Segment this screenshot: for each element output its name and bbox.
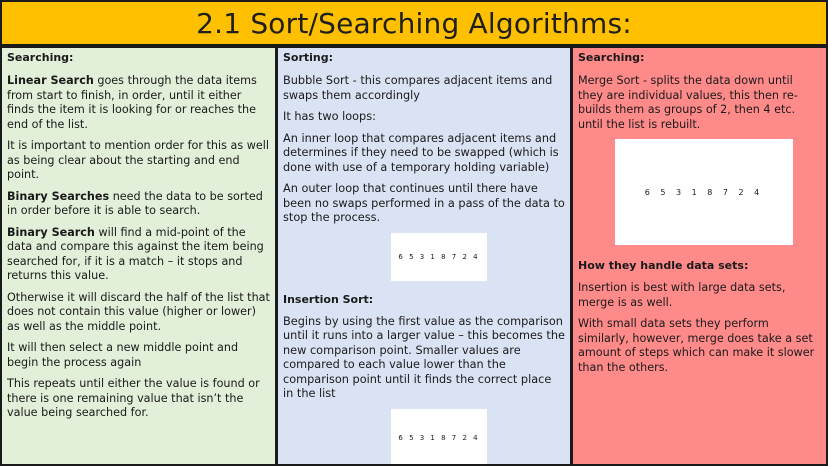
two-loops-paragraph: It has two loops: [283, 110, 376, 123]
binary-search-term: Binary Search [7, 225, 95, 239]
large-datasets-paragraph: Insertion is best with large data sets, merge is as well. [578, 281, 786, 309]
linear-search-paragraph [7, 74, 270, 132]
slide-title: 2.1 Sort/Searching Algorithms: [196, 6, 632, 40]
linear-search-term: Linear Search [7, 74, 94, 87]
small-datasets-paragraph: With small data sets they perform similarly, however, merge does take a set amount of steps which can make it slower than the others. [578, 317, 815, 374]
binary-search-text: will find a mid-point of the data and compare this against the item being searched for, if it is a match – it stops and returns this value. [7, 225, 264, 282]
merge-heading: Searching: [578, 51, 645, 64]
merge-sort-animation: 6 5 3 1 8 7 2 4 [615, 139, 793, 245]
searching-heading: Searching: [7, 51, 74, 64]
binary-search-paragraph [7, 226, 270, 284]
merge-panel [571, 46, 828, 466]
datasets-heading: How they handle data sets: [578, 259, 749, 272]
sorting-panel [276, 46, 572, 466]
merge-sort-paragraph: Merge Sort - splits the data down until they are individual values, this then re-builds them as groups of 2, then 4 etc. until the list is rebuilt. [578, 74, 798, 131]
outer-loop-paragraph: An outer loop that continues until there have been no swaps performed in a pass of the data to stop the process. [283, 182, 565, 224]
binary-requirement-paragraph [7, 190, 270, 219]
bubble-sort-animation: 6 5 3 1 8 7 2 4 [391, 233, 487, 281]
bubble-sort-paragraph: Bubble Sort - this compares adjacent items and swaps them accordingly [283, 74, 553, 102]
insertion-sort-animation: 6 5 3 1 8 7 2 4 [391, 409, 487, 466]
discard-paragraph: Otherwise it will discard the half of the list that does not contain this value (higher or lower) as well as the middle point. [7, 290, 270, 333]
new-middle-paragraph: It will then select a new middle point and begin the process again [7, 341, 239, 369]
order-note: It is important to mention order for this as well as being clear about the starting and end point. [7, 139, 269, 181]
sorting-heading: Sorting: [283, 51, 334, 64]
binary-requirement-text: need the data to be sorted in order before it is able to search. [7, 189, 263, 217]
title-bar [0, 0, 828, 46]
insertion-sort-paragraph: Begins by using the first value as the comparison until it runs into a larger value – this becomes the new comparison point. Smaller values are compared to each value lower than the comparison point until it finds the correct place in the list [283, 314, 565, 400]
insertion-sort-heading: Insertion Sort: [283, 292, 374, 306]
binary-searches-term: Binary Searches [7, 189, 110, 203]
linear-search-text: goes through the data items from start to finish, in order, until it either finds the item it is looking for or reaches the end of the list. [7, 74, 257, 131]
searching-panel [0, 46, 277, 466]
inner-loop-paragraph: An inner loop that compares adjacent items and determines if they need to be swapped (which is done with use of a temporary holding variable) [283, 131, 559, 174]
repeat-paragraph: This repeats until either the value is found or there is one remaining value that isn’t the value being searched for. [7, 377, 260, 419]
